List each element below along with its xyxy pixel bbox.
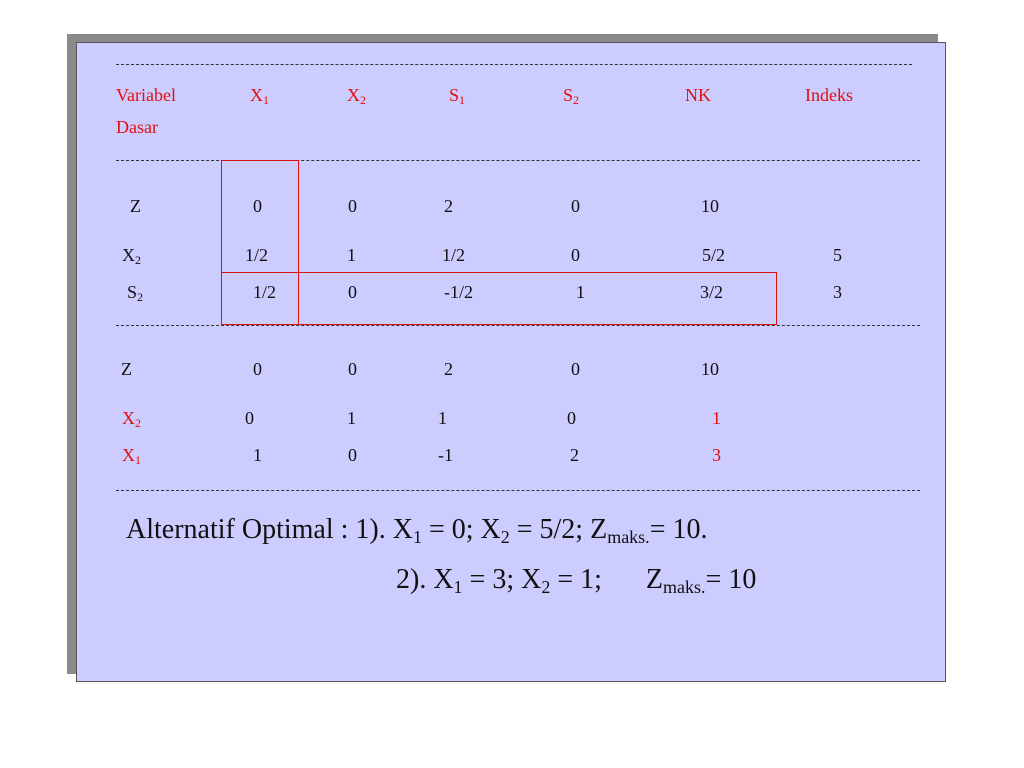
t2-x1-x1: 1 <box>253 445 262 465</box>
t2-x2-s1: 1 <box>438 408 447 428</box>
t2-z-s2: 0 <box>571 359 580 379</box>
t1-x2-x1: 1/2 <box>245 245 269 265</box>
header-x1: $X_1$ <box>250 85 269 107</box>
t2-x1-x2: 0 <box>348 445 357 465</box>
t1-s2-s1: -1/2 <box>444 282 473 302</box>
t1-x2-nk: 5/2 <box>702 245 726 265</box>
t1-x2-x2: 1 <box>347 245 356 265</box>
t2-x2-x2: 1 <box>347 408 356 428</box>
t1-s2-s2: 1 <box>576 282 585 302</box>
header-indeks: Indeks <box>805 85 853 105</box>
conclusion-line-1: Alternatif Optimal : 1). $X_1 = 0$; $X_2 = 5/2$; $Z_{maks.}= 10$. <box>126 514 708 547</box>
t2-x2-label: $X_2$ <box>122 408 141 430</box>
header-variabel: Variabel <box>116 85 176 105</box>
separator-top <box>116 64 912 65</box>
t1-x2-s2: 0 <box>571 245 580 265</box>
t2-x1-s2: 2 <box>570 445 579 465</box>
t1-s2-label: $S_2$ <box>127 282 144 304</box>
header-x2: $X_2$ <box>347 85 366 107</box>
header-dasar: Dasar <box>116 117 158 137</box>
t2-x1-label: $X_1$ <box>122 445 141 467</box>
t1-z-x2: 0 <box>348 196 357 216</box>
separator-bottom <box>116 490 920 491</box>
t1-x2-indeks: 5 <box>833 245 842 265</box>
t1-s2-nk: 3/2 <box>700 282 724 302</box>
t1-z-x1: 0 <box>253 196 262 216</box>
t2-z-label: Z <box>121 359 132 379</box>
t2-x1-s1: -1 <box>438 445 453 465</box>
t2-x2-s2: 0 <box>567 408 576 428</box>
conclusion-line-2: 2). $X_1 = 3$; $X_2 = 1$; $Z_{maks.}= 10$ <box>396 564 757 597</box>
t2-z-x1: 0 <box>253 359 262 379</box>
t2-x2-nk: 1 <box>712 408 721 428</box>
t1-x2-s1: 1/2 <box>442 245 466 265</box>
t1-x2-label: $X_2$ <box>122 245 141 267</box>
header-s1: $S_1$ <box>449 85 466 107</box>
t1-s2-x2: 0 <box>348 282 357 302</box>
t2-z-x2: 0 <box>348 359 357 379</box>
t1-s2-indeks: 3 <box>833 282 842 302</box>
header-s2: $S_2$ <box>563 85 580 107</box>
t2-x2-x1: 0 <box>245 408 254 428</box>
t2-x1-nk: 3 <box>712 445 721 465</box>
header-nk: NK <box>685 85 711 105</box>
t1-z-s1: 2 <box>444 196 453 216</box>
t2-z-nk: 10 <box>701 359 719 379</box>
separator-middle <box>116 325 920 326</box>
t1-z-nk: 10 <box>701 196 719 216</box>
t1-z-s2: 0 <box>571 196 580 216</box>
t2-z-s1: 2 <box>444 359 453 379</box>
pivot-row-box <box>221 272 777 325</box>
t1-s2-x1: 1/2 <box>253 282 277 302</box>
t1-z-label: Z <box>130 196 141 216</box>
